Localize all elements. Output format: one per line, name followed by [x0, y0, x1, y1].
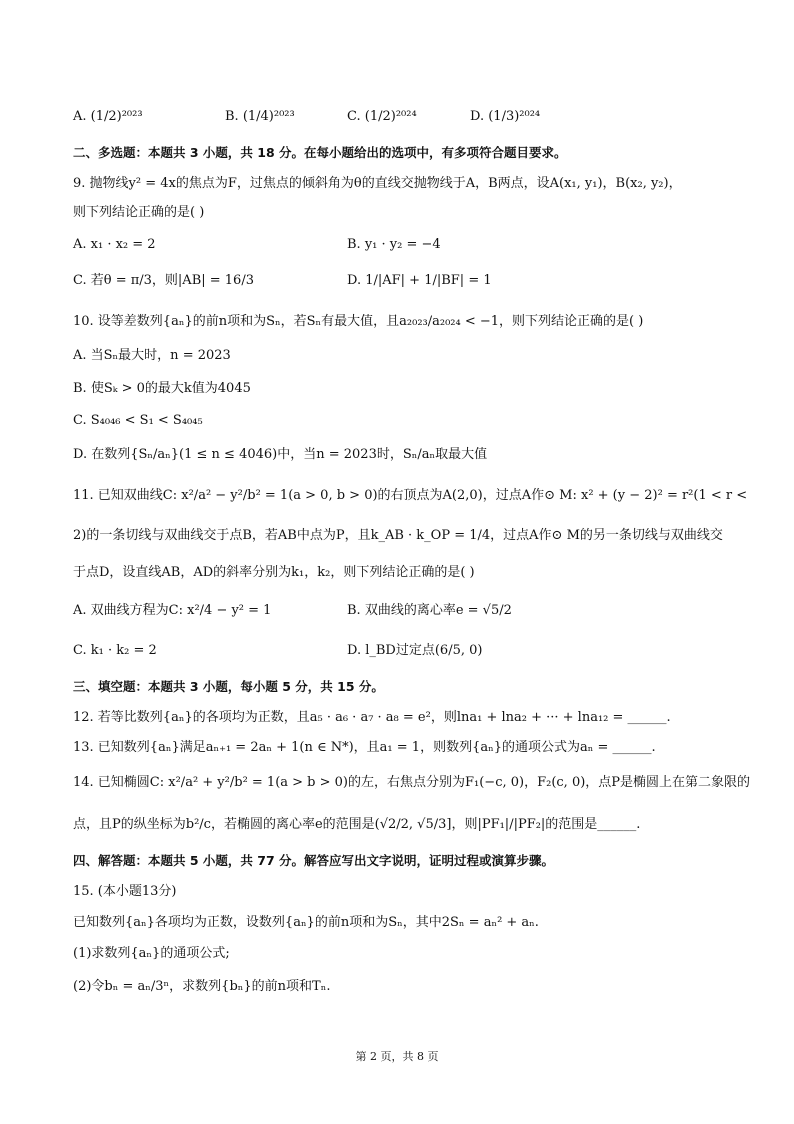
q10-option-a: A. 当Sₙ最大时，n = 2023	[73, 348, 231, 363]
q11-option-a: A. 双曲线方程为C: x²/4 − y² = 1	[73, 603, 272, 618]
q11-stem-line3: 于点D，设直线AB，AD的斜率分别为k₁，k₂，则下列结论正确的是( )	[73, 565, 475, 580]
q9-stem-line2: 则下列结论正确的是( )	[73, 205, 205, 220]
q9-option-a: A. x₁ · x₂ = 2	[73, 237, 156, 252]
q14-line2: 点，且P的纵坐标为b²/c，若椭圆的离心率e的范围是(√2/2, √5/3]，则|PF₁|/|PF₂|的范围是______.	[73, 817, 641, 832]
q10-option-d: D. 在数列{Sₙ/aₙ}(1 ≤ n ≤ 4046)中，当n = 2023时，Sₙ/aₙ取最大值	[73, 447, 488, 462]
section4-heading: 四、解答题：本题共 5 小题，共 77 分。解答应写出文字说明，证明过程或演算步骤。	[73, 853, 555, 868]
q15-part1: (1)求数列{aₙ}的通项公式;	[73, 946, 230, 961]
q10-stem: 10. 设等差数列{aₙ}的前n项和为Sₙ，若Sₙ有最大值，且a₂₀₂₃/a₂₀₂₄ < −1，则下列结论正确的是( )	[73, 314, 644, 329]
q11-option-b: B. 双曲线的离心率e = √5/2	[347, 603, 512, 618]
q14-line1: 14. 已知椭圆C: x²/a² + y²/b² = 1(a > b > 0)的左，右焦点分别为F₁(−c, 0)，F₂(c, 0)，点P是椭圆上在第二象限的	[73, 775, 751, 790]
q11-stem-line1: 11. 已知双曲线C: x²/a² − y²/b² = 1(a > 0, b > 0)的右顶点为A(2,0)，过点A作⊙ M: x² + (y − 2)² = r²(1 < r <	[73, 488, 748, 503]
section2-heading: 二、多选题：本题共 3 小题，共 18 分。在每小题给出的选项中，有多项符合题目要求。	[73, 145, 567, 160]
q9-option-c: C. 若θ = π/3，则|AB| = 16/3	[73, 273, 254, 288]
q15-stem: 已知数列{aₙ}各项均为正数，设数列{aₙ}的前n项和为Sₙ，其中2Sₙ = aₙ² + aₙ.	[73, 915, 539, 930]
q15-title: 15. (本小题13分)	[73, 884, 177, 899]
q11-option-d: D. l_BD过定点(6/5, 0)	[347, 643, 483, 658]
q8-option-c: C. (1/2)²⁰²⁴	[347, 109, 417, 124]
q9-option-b: B. y₁ · y₂ = −4	[347, 237, 441, 252]
q11-stem-line2: 2)的一条切线与双曲线交于点B，若AB中点为P，且k_AB · k_OP = 1/4，过点A作⊙ M的另一条切线与双曲线交	[73, 528, 723, 543]
q10-option-b: B. 使Sₖ > 0的最大k值为4045	[73, 381, 251, 396]
q9-option-d: D. 1/|AF| + 1/|BF| = 1	[347, 273, 492, 288]
section3-heading: 三、填空题：本题共 3 小题，每小题 5 分，共 15 分。	[73, 679, 384, 694]
q8-option-b: B. (1/4)²⁰²³	[225, 109, 295, 124]
q8-option-d: D. (1/3)²⁰²⁴	[470, 109, 541, 124]
q11-option-c: C. k₁ · k₂ = 2	[73, 643, 157, 658]
q10-option-c: C. S₄₀₄₆ < S₁ < S₄₀₄₅	[73, 413, 203, 428]
q12-text: 12. 若等比数列{aₙ}的各项均为正数，且a₅ · a₆ · a₇ · a₈ = e²，则lna₁ + lna₂ + ··· + lna₁₂ = ______.	[73, 710, 671, 725]
page-footer: 第 2 页，共 8 页	[355, 1050, 439, 1063]
q9-stem-line1: 9. 抛物线y² = 4x的焦点为F，过焦点的倾斜角为θ的直线交抛物线于A，B两点，设A(x₁, y₁)，B(x₂, y₂)，	[73, 176, 682, 191]
q8-option-a: A. (1/2)²⁰²³	[73, 109, 143, 124]
q15-part2: (2)令bₙ = aₙ/3ⁿ，求数列{bₙ}的前n项和Tₙ.	[73, 979, 331, 994]
q13-text: 13. 已知数列{aₙ}满足aₙ₊₁ = 2aₙ + 1(n ∈ N*)，且a₁ = 1，则数列{aₙ}的通项公式为aₙ = ______.	[73, 740, 656, 755]
